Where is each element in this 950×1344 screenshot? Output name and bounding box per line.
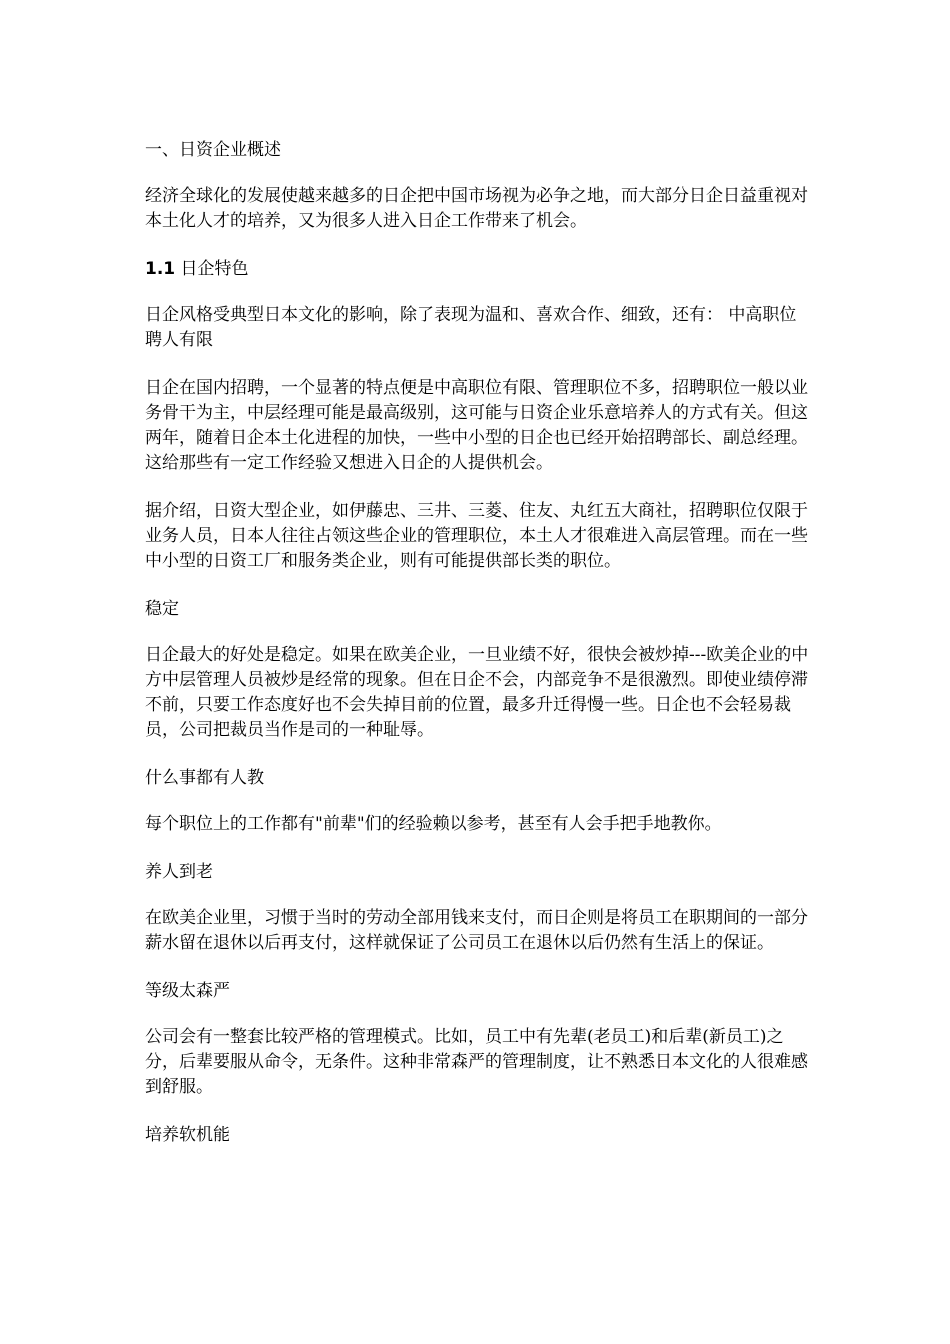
large-companies-paragraph: 据介绍，日资大型企业，如伊藤忠、三井、三菱、住友、丸红五大商社，招聘职位仅限于业务人员，日本人往往占领这些企业的管理职位，本土人才很难进入高层管理。而在一些中小型的日资工厂和服务类企业，则有可能提供部长类的职位。	[145, 501, 808, 571]
subsection-heading-features	[145, 257, 813, 282]
stability-heading: 稳定	[145, 599, 179, 619]
soft-skills-heading: 培养软机能	[145, 1125, 230, 1145]
retirement-paragraph: 在欧美企业里，习惯于当时的劳动全部用钱来支付，而日企则是将员工在职期间的一部分薪水留在退休以后再支付，这样就保证了公司员工在退休以后仍然有生活上的保证。	[145, 908, 808, 953]
stability-paragraph: 日企最大的好处是稳定。如果在欧美企业，一旦业绩不好，很快会被炒掉---欧美企业的中方中层管理人员被炒是经常的现象。但在日企不会，内部竞争不是很激烈。即使业绩停滞不前，只要工作态度好也不会失掉目前的位置，最多升迁得慢一些。日企也不会轻易裁员，公司把裁员当作是司的一种耻辱。	[145, 645, 809, 740]
section-title-overview: 一、日资企业概述	[145, 140, 281, 160]
hiring-limits-paragraph: 日企在国内招聘，一个显著的特点便是中高职位有限、管理职位不多，招聘职位一般以业务骨干为主，中层经理可能是最高级别，这可能与日资企业乐意培养人的方式有关。但这两年，随着日企本土化进程的加快，一些中小型的日企也已经开始招聘部长、副总经理。这给那些有一定工作经验又想进入日企的人提供机会。	[145, 378, 808, 473]
document-page	[145, 138, 813, 1169]
retirement-heading: 养人到老	[145, 862, 213, 882]
hierarchy-heading: 等级太森严	[145, 981, 230, 1001]
hierarchy-paragraph: 公司会有一整套比较严格的管理模式。比如，员工中有先辈(老员工)和后辈(新员工)之分，后辈要服从命令，无条件。这种非常森严的管理制度，让不熟悉日本文化的人很难感到舒服。	[145, 1027, 808, 1097]
intro-paragraph: 经济全球化的发展使越来越多的日企把中国市场视为必争之地，而大部分日企日益重视对本土化人才的培养，又为很多人进入日企工作带来了机会。	[145, 186, 808, 231]
mentoring-paragraph: 每个职位上的工作都有"前辈"们的经验赖以参考，甚至有人会手把手地教你。	[145, 814, 722, 834]
section-number: 1.1	[145, 259, 176, 279]
features-intro-paragraph: 日企风格受典型日本文化的影响，除了表现为温和、喜欢合作、细致，还有： 中高职位聘人有限	[145, 305, 797, 350]
mentoring-heading: 什么事都有人教	[145, 768, 264, 788]
subsection-title: 日企特色	[180, 259, 249, 279]
